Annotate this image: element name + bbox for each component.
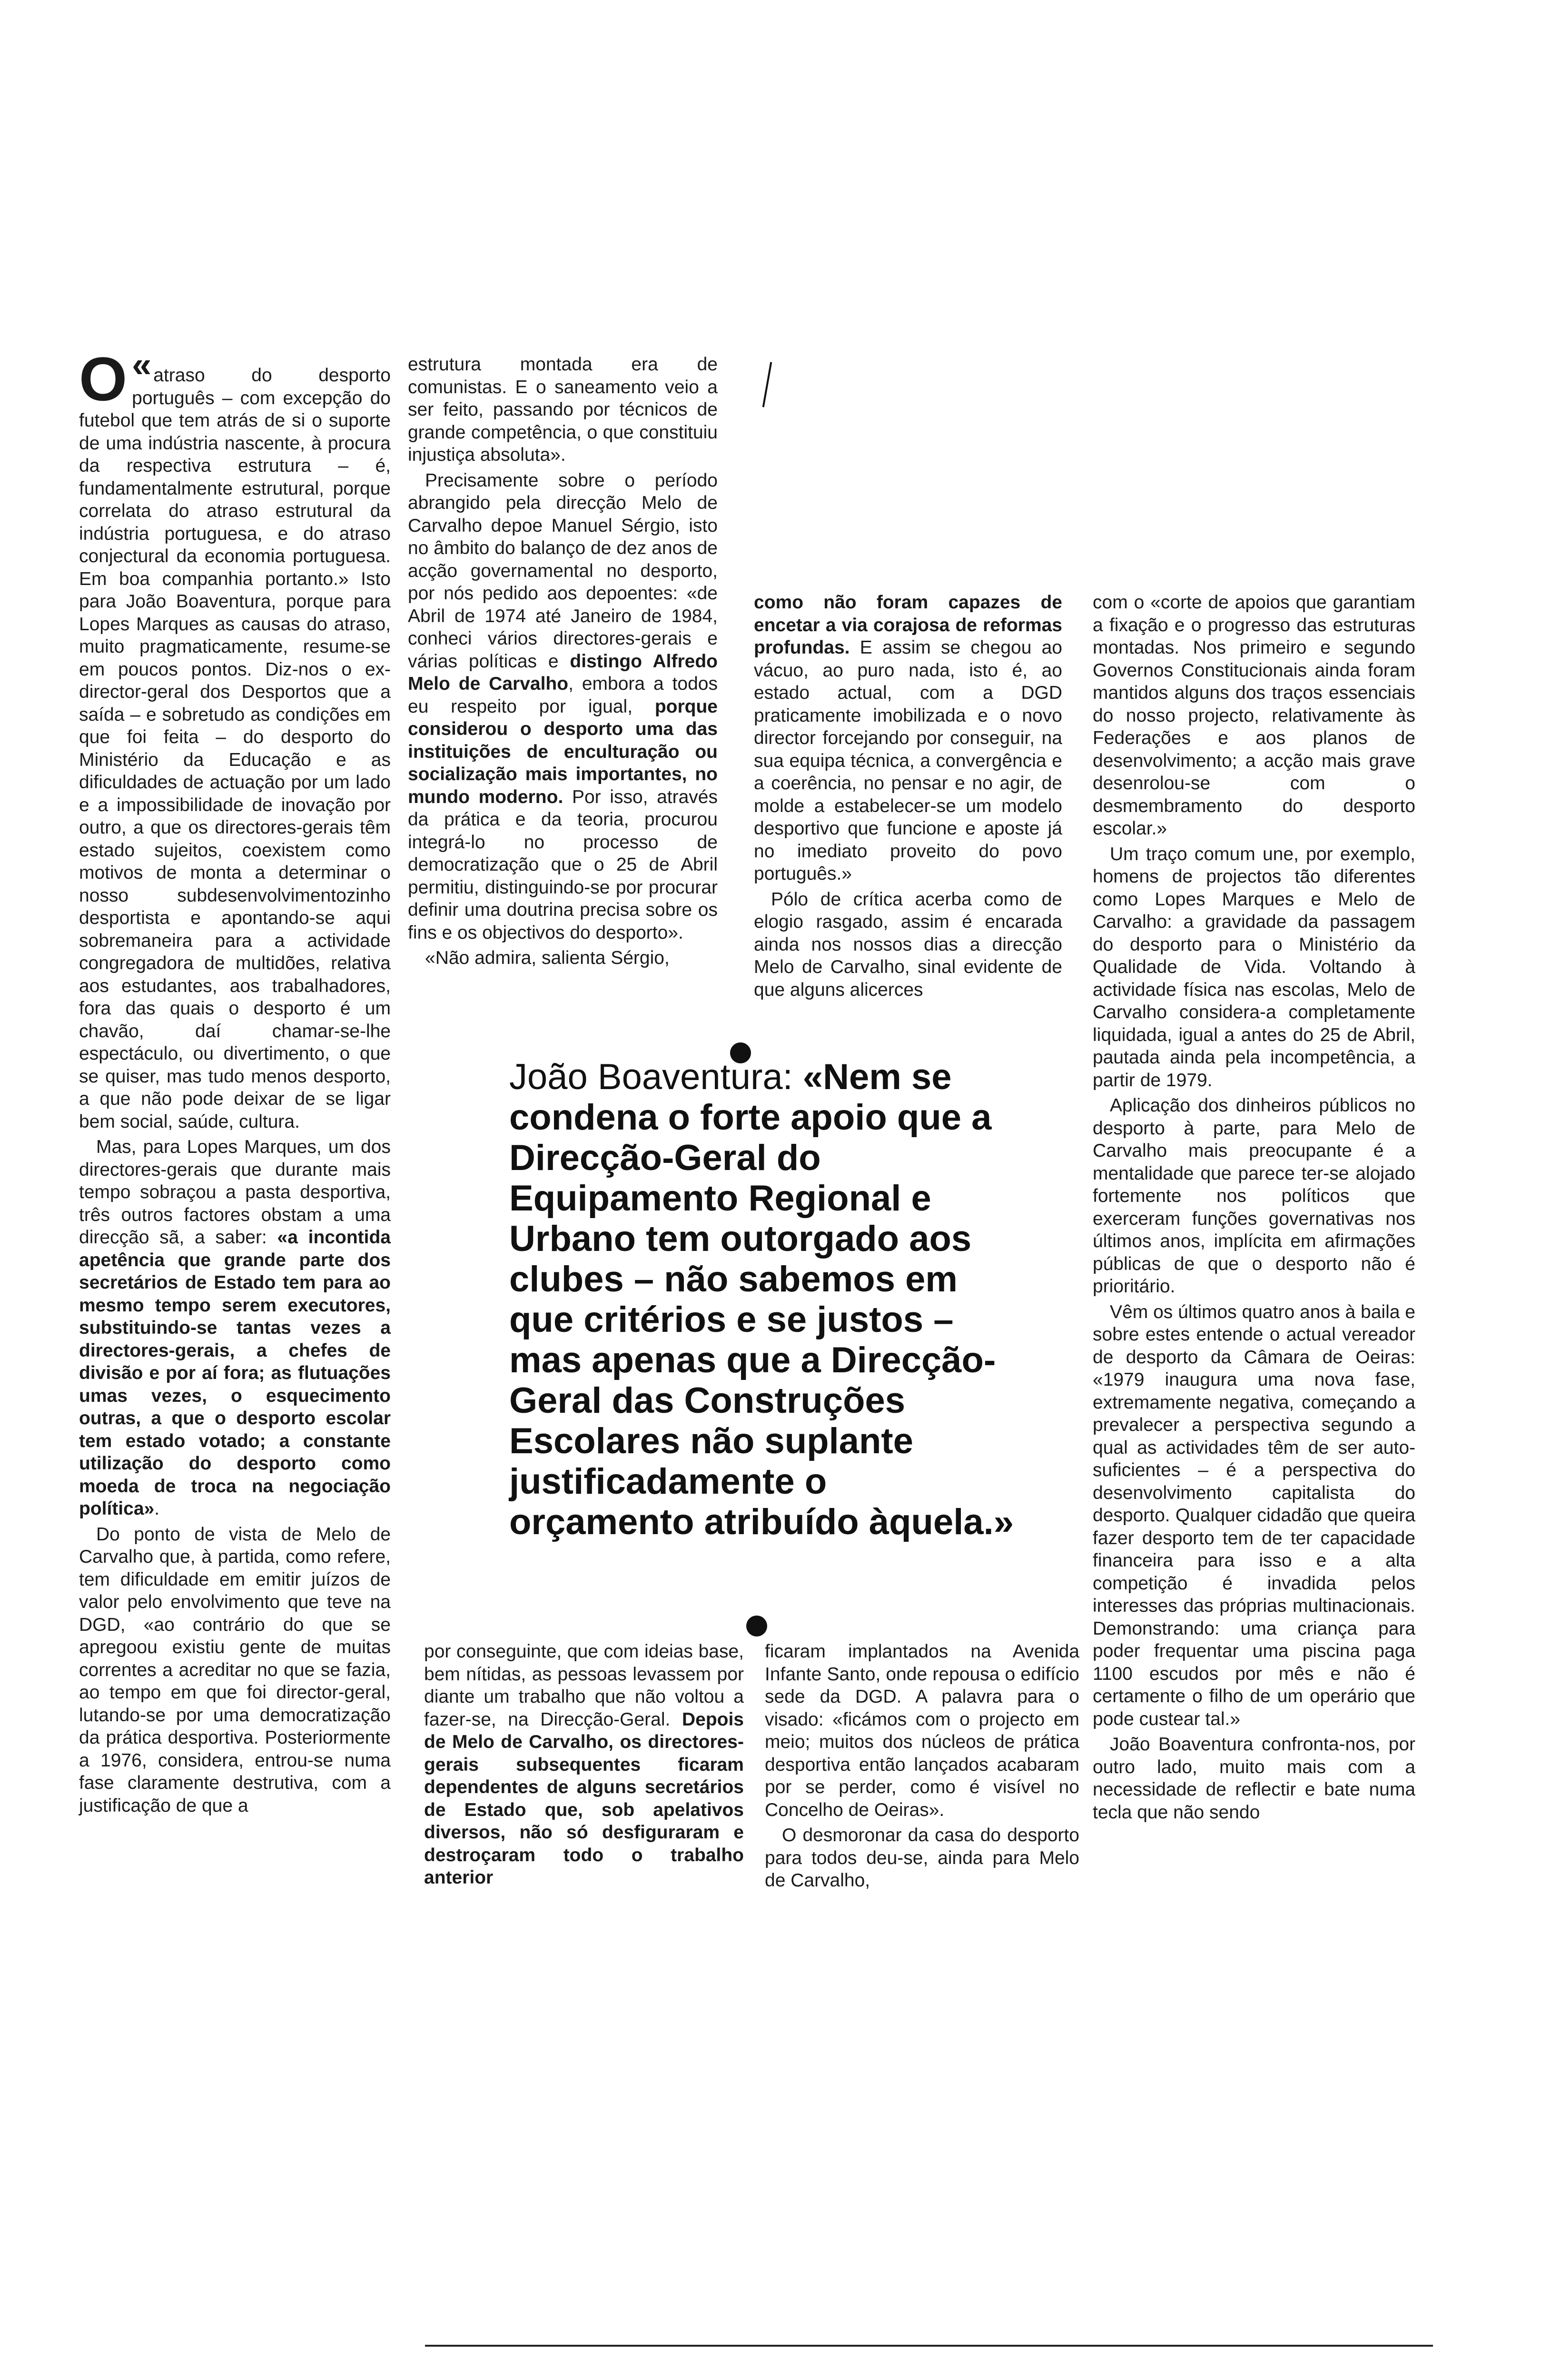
paragraph: Vêm os últimos quatro anos à baila e sobre estes entende o actual vereador de desporto da Câmara de Oeiras: «1979 inaugura uma nova fase, extremamente negativa, começando a prevalecer a perspectiva segundo a qual as actividades têm de ser auto-suficientes – é a perspectiva do desenvolvimento capitalista do desporto. Qualquer cidadão que queira fazer desporto tem de ter capacidade financeira para isso e a alta competição é invadida pelos interesses das próprias multinacionais. Demonstrando: uma criança para poder frequentar uma piscina paga 1100 escudos por mês e não é certamente o filho de um operário que pode custear tal.»	[1093, 1301, 1415, 1729]
paragraph: João Boaventura confronta-nos, por outro lado, muito mais com a necessidade de reflectir e bate numa tecla que não sendo	[1093, 1734, 1415, 1823]
article-column-2-continued	[424, 1640, 744, 1892]
paragraph: com o «corte de apoios que garantiam a fixação e o progresso das estruturas montadas. Nos primeiro e segundo Governos Constitucionais ainda foram mantidos alguns dos traços essenciais do nosso projecto, relativamente às Federações e aos planos de desenvolvimento; a acção mais grave desenrolou-se com o desmembramento do desporto escolar.»	[1093, 592, 1415, 839]
paragraph: «Não admira, salienta Sérgio,	[425, 948, 670, 968]
opening-guillemet: «	[132, 345, 152, 384]
paragraph-text: E assim se chegou ao vácuo, ao puro nada, isto é, ao estado actual, com a DGD praticamente imobilizada e o novo director forcejando por conseguir, na sua equipa técnica, a convergência e a coerência, no pensar e no agir, de molde a estabelecer-se um modelo desportivo que funcione e aposte já no imediato proveito do povo português.»	[754, 637, 1062, 884]
paragraph-text: , embora a todos eu respeito por igual,	[408, 674, 718, 717]
paragraph: Aplicação dos dinheiros públicos no desporto à parte, para Melo de Carvalho mais preocupante é a mentalidade que parece ter-se alojado fortemente nos políticos que exerceram funções governativas nos últimos anos, implícita em afirmações públicas de que o desporto não é prioritário.	[1093, 1095, 1415, 1297]
paragraph-text: Por isso, através da prática e da teoria, procurou integrá-lo no processo de democratização que o 25 de Abril permitiu, distinguindo-se por procurar definir uma doutrina precisa sobre os fins e os objectivos do desporto».	[408, 786, 718, 943]
opening-paragraph	[79, 344, 391, 1133]
drop-cap: O	[79, 344, 128, 414]
article-column-4	[1093, 0, 1415, 2380]
paragraph-text: .	[154, 1498, 160, 1519]
paragraph-bold-text: distingo Alfredo Melo de Carvalho	[408, 651, 718, 694]
paragraph: Um traço comum une, por exemplo, homens de projectos tão diferentes como Lopes Marques e Melo de Carvalho: a gravidade da passagem do desporto para o Ministério da Qualidade de Vida. Voltando à actividade física nas escolas, Melo de Carvalho considera-a completamente liquidada, igual a antes do 25 de Abril, pautada ainda pela incompetência, a partir de 1979.	[1093, 843, 1415, 1091]
bullet-dot	[746, 1616, 767, 1636]
pull-quote-speaker: João Boaventura:	[509, 1057, 793, 1097]
paragraph-text: atraso do desporto português – com excepção do futebol que tem atrás de si o suporte de uma indústria nascente, à procura da respectiva estrutura – é, fundamentalmente estrutural, porque correlata do atraso estrutural da indústria portuguesa, e do atraso conjectural da economia portuguesa. Em boa companhia portanto.» Isto para João Boaventura, porque para Lopes Marques as causas do atraso, muito pragmaticamente, resume-se em poucos pontos. Diz-nos o ex-director-geral dos Desportos que a saída – e sobretudo as condições em que foi feita – do desporto do Ministério da Educação e as dificuldades de actuação por um lado e a impossibilidade de inovação por outro, a que os directores-gerais têm estado sujeitos, coexistem como motivos de monta a determinar o nosso subdesenvolvimentozinho desportista e apontando-se aqui sobremaneira para a actividade congregadora de multidões, relativa aos estudantes, aos trabalhadores, fora das quais o desporto é um chavão, daí chamar-se-lhe espectáculo, ou divertimento, o que se quiser, mas tudo menos desporto, a que não pode deixar de se ligar bem social, saúde, cultura.	[79, 365, 391, 1132]
article-column-1	[79, 0, 391, 2380]
paragraph-text: Precisamente sobre o período abrangido pela direcção Melo de Carvalho depoe Manuel Sérgio, isto no âmbito do balanço de dez anos de acção governamental no desporto, por nós pedido aos depoentes: «de Abril de 1974 até Janeiro de 1984, conheci vários directores-gerais e várias políticas e	[408, 470, 718, 672]
pull-quote-text: «Nem se condena o forte apoio que a Direcção-Geral do Equipamento Regional e Urbano tem outorgado aos clubes – não sabemos em que critérios e se justos – mas apenas que a Direcção-Geral das Construções Escolares não suplante justificadamente o orçamento atribuído àquela.»	[509, 1057, 1014, 1542]
paragraph-text: por conseguinte, que com ideias base, bem nítidas, as pessoas levassem por diante um trabalho que não voltou a fazer-se, na Direcção-Geral.	[424, 1641, 744, 1730]
paragraph-bold-text: porque considerou o desporto uma das instituições de enculturação ou socialização mais importantes, no mundo moderno.	[408, 696, 718, 807]
paragraph	[754, 591, 1062, 885]
paragraph-bold-text: como não foram capazes de encetar a via corajosa de reformas profundas.	[754, 592, 1062, 658]
article-column-3-continued	[765, 1640, 1079, 1895]
paragraph-bold-text: «a incontida apetência que grande parte dos secretários de Estado tem para ao mesmo tempo serem executores, substituindo-se tantas vezes a directores-gerais, a chefes de divisão e por aí fora; as flutuações umas vezes, o esquecimento outras, a que o desporto escolar tem estado votado; a constante utilização do desporto como moeda de troca na negociação política»	[79, 1227, 391, 1519]
paragraph	[79, 1136, 391, 1520]
paragraph: ficaram implantados na Avenida Infante Santo, onde repousa o edifício sede da DGD. A palavra para o visado: «ficámos com o projecto em meio; muitos dos núcleos de prática desportiva então lançados acabaram por se perder, como é visível no Concelho de Oeiras».	[765, 1641, 1079, 1820]
paragraph-bold-text: Depois de Melo de Carvalho, os directores-gerais subsequentes ficaram dependentes de alguns secretários de Estado que, sob apelativos diversos, não só desfiguraram e destroçaram todo o trabalho anterior	[424, 1709, 744, 1888]
paragraph: O desmoronar da casa do desporto para todos deu-se, ainda para Melo de Carvalho,	[765, 1825, 1079, 1891]
paragraph	[408, 469, 718, 944]
paragraph	[424, 1640, 744, 1889]
pull-quote	[509, 1057, 1014, 1542]
paragraph: Pólo de crítica acerba como de elogio rasgado, assim é encarada ainda nos nossos dias a direcção Melo de Carvalho, sinal evidente de que alguns alicerces	[754, 889, 1062, 1000]
bottom-rule	[425, 2345, 1433, 2347]
paragraph: estrutura montada era de comunistas. E o saneamento veio a ser feito, passando por técnicos de grande competência, o que constituiu injustiça absoluta».	[408, 354, 718, 465]
paragraph: Do ponto de vista de Melo de Carvalho que, à partida, como refere, tem dificuldade em emitir juízos de valor pelo envolvimento que teve na DGD, «ao contrário do que se apregoou existiu gente de muitas correntes a acreditar no que se fazia, ao tempo em que foi director-geral, lutando-se por uma democratização da prática desportiva. Posteriormente a 1976, considera, entrou-se numa fase claramente destrutiva, com a justificação de que a	[79, 1524, 391, 1816]
paragraph-text: Mas, para Lopes Marques, um dos directores-gerais que durante mais tempo sobraçou a pasta desportiva, três outros factores obstam a uma direcção sã, a saber:	[79, 1137, 391, 1248]
